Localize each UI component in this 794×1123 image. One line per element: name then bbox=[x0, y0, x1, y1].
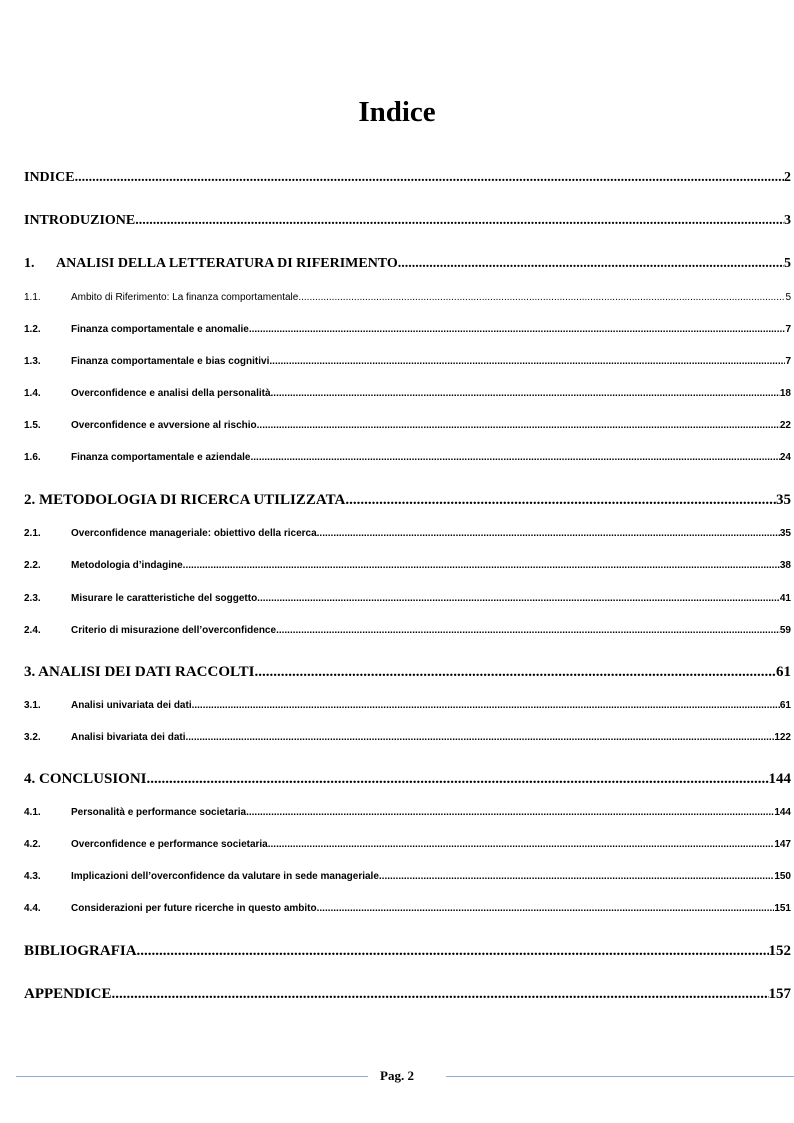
toc-entry-2-3[interactable] bbox=[24, 593, 791, 604]
toc-entry-number: 1. bbox=[24, 256, 35, 271]
toc-entry-label: Overconfidence e analisi della personalità bbox=[71, 388, 271, 399]
toc-entry-page: 24 bbox=[779, 452, 791, 463]
toc-leader bbox=[251, 452, 780, 463]
toc-entry-4-1[interactable] bbox=[24, 807, 791, 818]
toc-leader bbox=[345, 492, 776, 509]
toc-entry-number: 1.3. bbox=[24, 356, 41, 367]
toc-leader bbox=[137, 943, 769, 960]
toc-leader bbox=[185, 732, 774, 743]
toc-entry-label: Finanza comportamentale e aziendale bbox=[71, 452, 251, 463]
toc-entry-2-2[interactable] bbox=[24, 560, 791, 571]
toc-leader bbox=[183, 560, 780, 571]
toc-entry-label: Personalità e performance societaria bbox=[71, 807, 247, 818]
toc-leader bbox=[317, 528, 780, 539]
toc-leader bbox=[276, 625, 780, 636]
toc-leader bbox=[192, 700, 780, 711]
toc-entry-page: 59 bbox=[779, 625, 791, 636]
toc-entry-introduzione[interactable] bbox=[24, 213, 791, 229]
toc-entry-chapter-1[interactable] bbox=[24, 256, 791, 272]
toc-entry-chapter-4[interactable] bbox=[24, 771, 791, 788]
page-title: Indice bbox=[358, 96, 436, 128]
toc-entry-number: 2.4. bbox=[24, 625, 41, 636]
toc-leader bbox=[269, 356, 785, 367]
toc-entry-indice[interactable] bbox=[24, 170, 791, 186]
toc-leader bbox=[271, 388, 780, 399]
toc-entry-2-4[interactable] bbox=[24, 625, 791, 636]
toc-leader bbox=[249, 324, 786, 335]
toc-entry-label: Analisi univariata dei dati bbox=[71, 700, 192, 711]
toc-entry-label: Metodologia d’indagine bbox=[71, 560, 183, 571]
toc-entry-4-3[interactable] bbox=[24, 871, 791, 882]
toc-entry-number: 4.2. bbox=[24, 839, 41, 850]
toc-entry-1-5[interactable] bbox=[24, 420, 791, 431]
toc-entry-page: 3 bbox=[784, 213, 791, 228]
toc-entry-number: 4.3. bbox=[24, 871, 41, 882]
toc-entry-number: 3.1. bbox=[24, 700, 41, 711]
toc-entry-label: Finanza comportamentale e anomalie bbox=[71, 324, 249, 335]
toc-entry-page: 35 bbox=[776, 492, 791, 508]
toc-entry-label: INDICE bbox=[24, 170, 75, 185]
toc-entry-bibliografia[interactable] bbox=[24, 943, 791, 960]
toc-entry-page: 151 bbox=[774, 903, 791, 914]
toc-entry-label: ANALISI DELLA LETTERATURA DI RIFERIMENTO bbox=[56, 256, 398, 271]
page-number: Pag. 2 bbox=[380, 1068, 414, 1083]
toc-entry-number: 4.1. bbox=[24, 807, 41, 818]
toc-entry-page: 144 bbox=[768, 771, 791, 787]
toc-entry-1-4[interactable] bbox=[24, 388, 791, 399]
toc-entry-number: 1.4. bbox=[24, 388, 41, 399]
toc-entry-page: 147 bbox=[774, 839, 791, 850]
toc-leader bbox=[246, 807, 774, 818]
toc-leader bbox=[75, 170, 784, 186]
toc-entry-appendice[interactable] bbox=[24, 986, 791, 1003]
toc-entry-3-2[interactable] bbox=[24, 732, 791, 743]
toc-leader bbox=[135, 213, 784, 229]
toc-entry-page: 61 bbox=[779, 700, 791, 711]
toc-entry-label: Considerazioni per future ricerche in questo ambito bbox=[71, 903, 317, 914]
toc-entry-page: 38 bbox=[779, 560, 791, 571]
toc-entry-chapter-2[interactable] bbox=[24, 492, 791, 509]
toc-entry-label: Implicazioni dell’overconfidence da valutare in sede manageriale bbox=[71, 871, 379, 882]
toc-leader bbox=[257, 420, 780, 431]
toc-entry-number: 2.3. bbox=[24, 593, 41, 604]
toc-entry-chapter-3[interactable] bbox=[24, 664, 791, 681]
toc-entry-label: Overconfidence e performance societaria bbox=[71, 839, 268, 850]
toc-entry-number: 3.2. bbox=[24, 732, 41, 743]
toc-entry-label: APPENDICE bbox=[24, 986, 112, 1002]
toc-entry-4-2[interactable] bbox=[24, 839, 791, 850]
toc-entry-1-3[interactable] bbox=[24, 356, 791, 367]
toc-entry-number: 4.4. bbox=[24, 903, 41, 914]
toc-leader bbox=[254, 664, 776, 681]
toc-entry-number: 1.6. bbox=[24, 452, 41, 463]
toc-entry-page: 22 bbox=[779, 420, 791, 431]
toc-entry-number: 1.1. bbox=[24, 292, 41, 303]
toc-entry-page: 61 bbox=[776, 664, 791, 680]
toc-entry-number: 2.2. bbox=[24, 560, 41, 571]
toc-entry-page: 144 bbox=[774, 807, 791, 818]
toc-entry-number: 2.1. bbox=[24, 528, 41, 539]
toc-entry-label: 2. METODOLOGIA DI RICERCA UTILIZZATA bbox=[24, 492, 346, 508]
toc-entry-page: 122 bbox=[774, 732, 791, 743]
toc-entry-number: 1.5. bbox=[24, 420, 41, 431]
toc-leader bbox=[398, 256, 784, 272]
toc-leader bbox=[112, 986, 769, 1003]
toc-leader bbox=[147, 771, 769, 788]
toc-entry-page: 7 bbox=[785, 324, 791, 335]
toc-entry-3-1[interactable] bbox=[24, 700, 791, 711]
toc-entry-page: 18 bbox=[779, 388, 791, 399]
toc-entry-1-2[interactable] bbox=[24, 324, 791, 335]
toc-leader bbox=[257, 593, 780, 604]
toc-entry-page: 7 bbox=[785, 356, 791, 367]
toc-entry-label: Overconfidence e avversione al rischio bbox=[71, 420, 257, 431]
toc-entry-label: Analisi bivariata dei dati bbox=[71, 732, 186, 743]
toc-entry-page: 35 bbox=[779, 528, 791, 539]
toc-entry-page: 157 bbox=[768, 986, 791, 1002]
toc-entry-page: 41 bbox=[779, 593, 791, 604]
toc-entry-1-1[interactable] bbox=[24, 292, 791, 303]
toc-entry-label: INTRODUZIONE bbox=[24, 213, 136, 228]
toc-leader bbox=[379, 871, 774, 882]
toc-entry-label: BIBLIOGRAFIA bbox=[24, 943, 137, 959]
toc-leader bbox=[298, 292, 785, 303]
toc-entry-page: 2 bbox=[784, 170, 791, 185]
toc-entry-1-6[interactable] bbox=[24, 452, 791, 463]
toc-leader bbox=[268, 839, 775, 850]
toc-entry-4-4[interactable] bbox=[24, 903, 791, 914]
toc-leader bbox=[317, 903, 775, 914]
toc-entry-page: 5 bbox=[784, 256, 791, 271]
toc-entry-2-1[interactable] bbox=[24, 528, 791, 539]
toc-entry-page: 5 bbox=[785, 292, 791, 303]
toc-entry-number: 1.2. bbox=[24, 324, 41, 335]
toc-entry-label: 4. CONCLUSIONI bbox=[24, 771, 147, 787]
toc-entry-label: Misurare le caratteristiche del soggetto bbox=[71, 593, 258, 604]
toc-entry-label: Finanza comportamentale e bias cognitivi bbox=[71, 356, 270, 367]
toc-entry-label: Criterio di misurazione dell’overconfidence bbox=[71, 625, 277, 636]
toc-entry-page: 150 bbox=[774, 871, 791, 882]
toc-entry-label: Overconfidence manageriale: obiettivo della ricerca bbox=[71, 528, 317, 539]
toc-entry-label: 3. ANALISI DEI DATI RACCOLTI bbox=[24, 664, 255, 680]
toc-entry-label: Ambito di Riferimento: La finanza comportamentale bbox=[71, 292, 299, 303]
toc-entry-page: 152 bbox=[768, 943, 791, 959]
